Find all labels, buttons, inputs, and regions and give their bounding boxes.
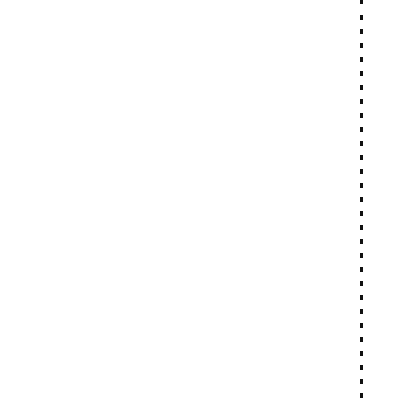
toc-entry-page-number: [360, 264, 364, 274]
toc-entry[interactable]: [0, 152, 400, 162]
toc-entry-page-number: [360, 26, 364, 36]
toc-entry-page-number: [360, 390, 364, 400]
toc-entry[interactable]: [0, 26, 400, 36]
toc-entry-page-number: [360, 138, 364, 148]
toc-entry[interactable]: [0, 278, 400, 288]
toc-entry[interactable]: [0, 166, 400, 176]
toc-entry[interactable]: [0, 236, 400, 246]
toc-entry[interactable]: [0, 96, 400, 106]
toc-entry[interactable]: [0, 376, 400, 386]
toc-entry-page-number: [360, 362, 364, 372]
toc-entry[interactable]: [0, 292, 400, 302]
toc-entry[interactable]: [0, 12, 400, 22]
toc-entry[interactable]: [0, 68, 400, 78]
toc-entry[interactable]: [0, 0, 400, 6]
toc-entry[interactable]: [0, 362, 400, 372]
toc-entry-page-number: [360, 306, 364, 316]
toc-entry-page-number: [360, 292, 364, 302]
toc-entry-page-number: [360, 82, 364, 92]
toc-entry[interactable]: [0, 264, 400, 274]
toc-entry-page-number: [360, 68, 364, 78]
toc-entry-page-number: [360, 250, 364, 260]
toc-entry-page-number: [360, 320, 364, 330]
toc-entry[interactable]: [0, 194, 400, 204]
toc-entry[interactable]: [0, 110, 400, 120]
toc-entry[interactable]: [0, 180, 400, 190]
toc-entry-page-number: [360, 194, 364, 204]
toc-entry-page-number: [360, 110, 364, 120]
toc-entry[interactable]: [0, 348, 400, 358]
toc-entry-page-number: [360, 0, 364, 6]
toc-entry-page-number: [360, 54, 364, 64]
toc-entry-page-number: [360, 40, 364, 50]
toc-entry[interactable]: [0, 82, 400, 92]
toc-entry-page-number: [360, 208, 364, 218]
toc-entry[interactable]: [0, 222, 400, 232]
toc-entry[interactable]: [0, 40, 400, 50]
toc-entry-page-number: [360, 180, 364, 190]
toc-entry[interactable]: [0, 54, 400, 64]
toc-entry-page-number: [360, 376, 364, 386]
toc-entry-page-number: [360, 222, 364, 232]
toc-entry-page-number: [360, 96, 364, 106]
toc-entry-page-number: [360, 348, 364, 358]
toc-entry-page-number: [360, 124, 364, 134]
toc-entry[interactable]: [0, 390, 400, 400]
toc-entry-page-number: [360, 166, 364, 176]
toc-entry[interactable]: [0, 208, 400, 218]
toc-entry[interactable]: [0, 334, 400, 344]
toc-entry-page-number: [360, 236, 364, 246]
toc-entry-page-number: [360, 278, 364, 288]
toc-entry[interactable]: [0, 250, 400, 260]
toc-entry-page-number: [360, 12, 364, 22]
toc-entry[interactable]: [0, 124, 400, 134]
toc-entry-page-number: [360, 334, 364, 344]
toc-entry[interactable]: [0, 306, 400, 316]
toc-entry[interactable]: [0, 320, 400, 330]
toc-entry[interactable]: [0, 138, 400, 148]
toc-entry-page-number: [360, 152, 364, 162]
